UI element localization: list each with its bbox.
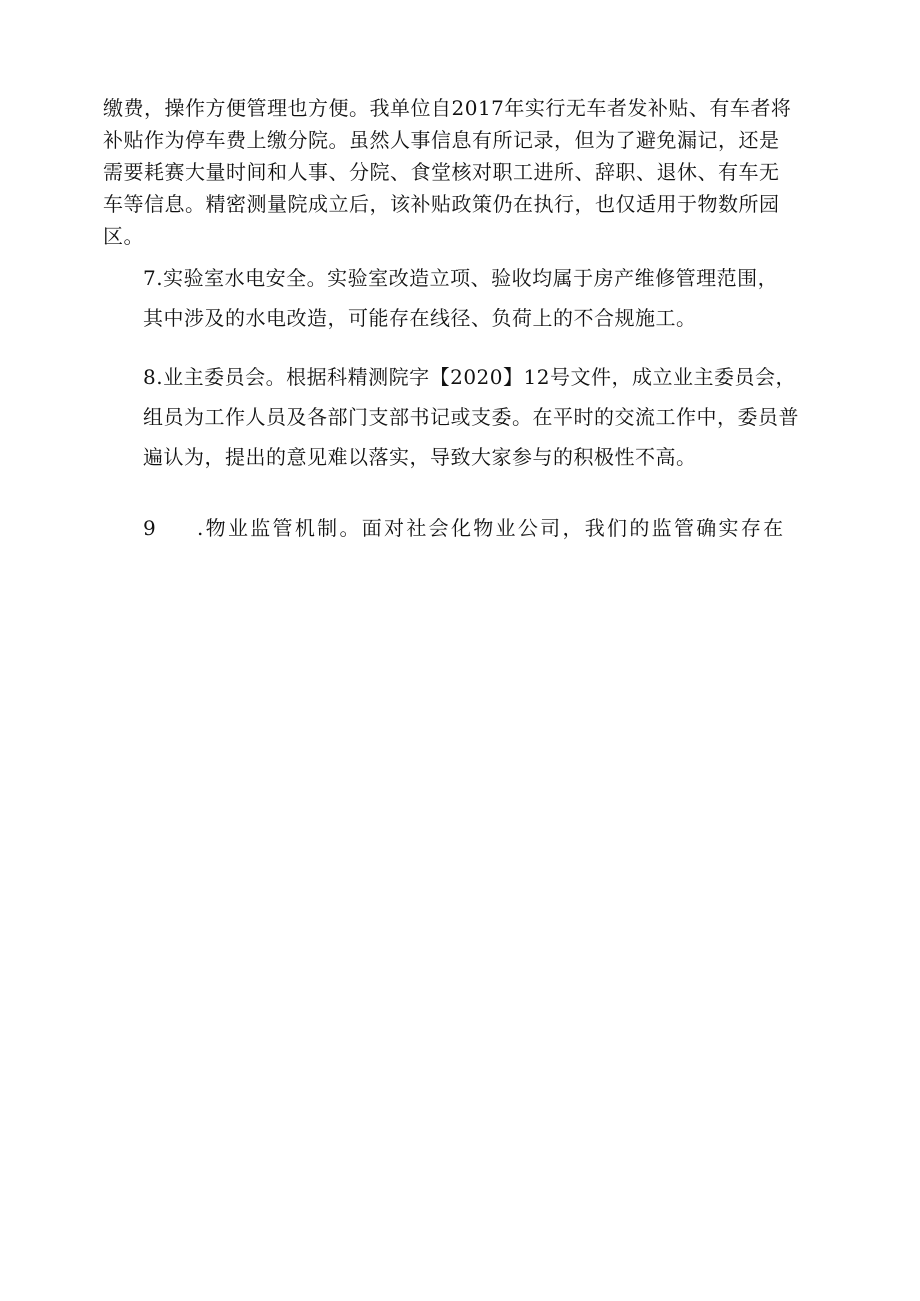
paragraph-intro <box>103 92 791 252</box>
item-9-line-1 <box>143 508 785 548</box>
intro-line-2: 补贴作为停车费上缴分院。虽然人事信息有所记录，但为了避免漏记，还是 <box>103 128 780 152</box>
item-9-text-1: .物业监管机制。面对社会化物业公司，我们的监管确实存在 <box>197 516 786 540</box>
item-8-line-2: 组员为工作人员及各部门支部书记或支委。在平时的交流工作中，委员普 <box>143 405 799 429</box>
paragraph-item-8 <box>143 357 799 477</box>
item-8-text-1: .业主委员会。根据科精测院字【2020】12号文件，成立业主委员会， <box>156 365 796 389</box>
paragraph-item-9 <box>143 508 785 548</box>
item-7-text-1: .实验室水电安全。实验室改造立项、验收均属于房产维修管理范围， <box>156 266 779 290</box>
item-8-line-1 <box>143 357 799 397</box>
intro-line-5: 区。 <box>103 224 144 248</box>
item-9-number: 9 <box>143 516 157 540</box>
paragraph-item-7 <box>143 258 778 338</box>
intro-line-3: 需要耗赛大量时间和人事、分院、食堂核对职工进所、辞职、退休、有车无 <box>103 160 780 184</box>
item-7-line-2: 其中涉及的水电改造，可能存在线径、负荷上的不合规施工。 <box>143 306 697 330</box>
item-8-number: 8 <box>143 365 157 389</box>
item-7-line-1 <box>143 258 778 298</box>
intro-line-4: 车等信息。精密测量院成立后，该补贴政策仍在执行，也仅适用于物数所园 <box>103 192 780 216</box>
item-8-line-3: 遍认为，提出的意见难以落实，导致大家参与的积极性不高。 <box>143 445 697 469</box>
item-7-number: 7 <box>143 266 157 290</box>
intro-line-1: 缴费，操作方便管理也方便。我单位自2017年实行无车者发补贴、有车者将 <box>103 96 792 120</box>
